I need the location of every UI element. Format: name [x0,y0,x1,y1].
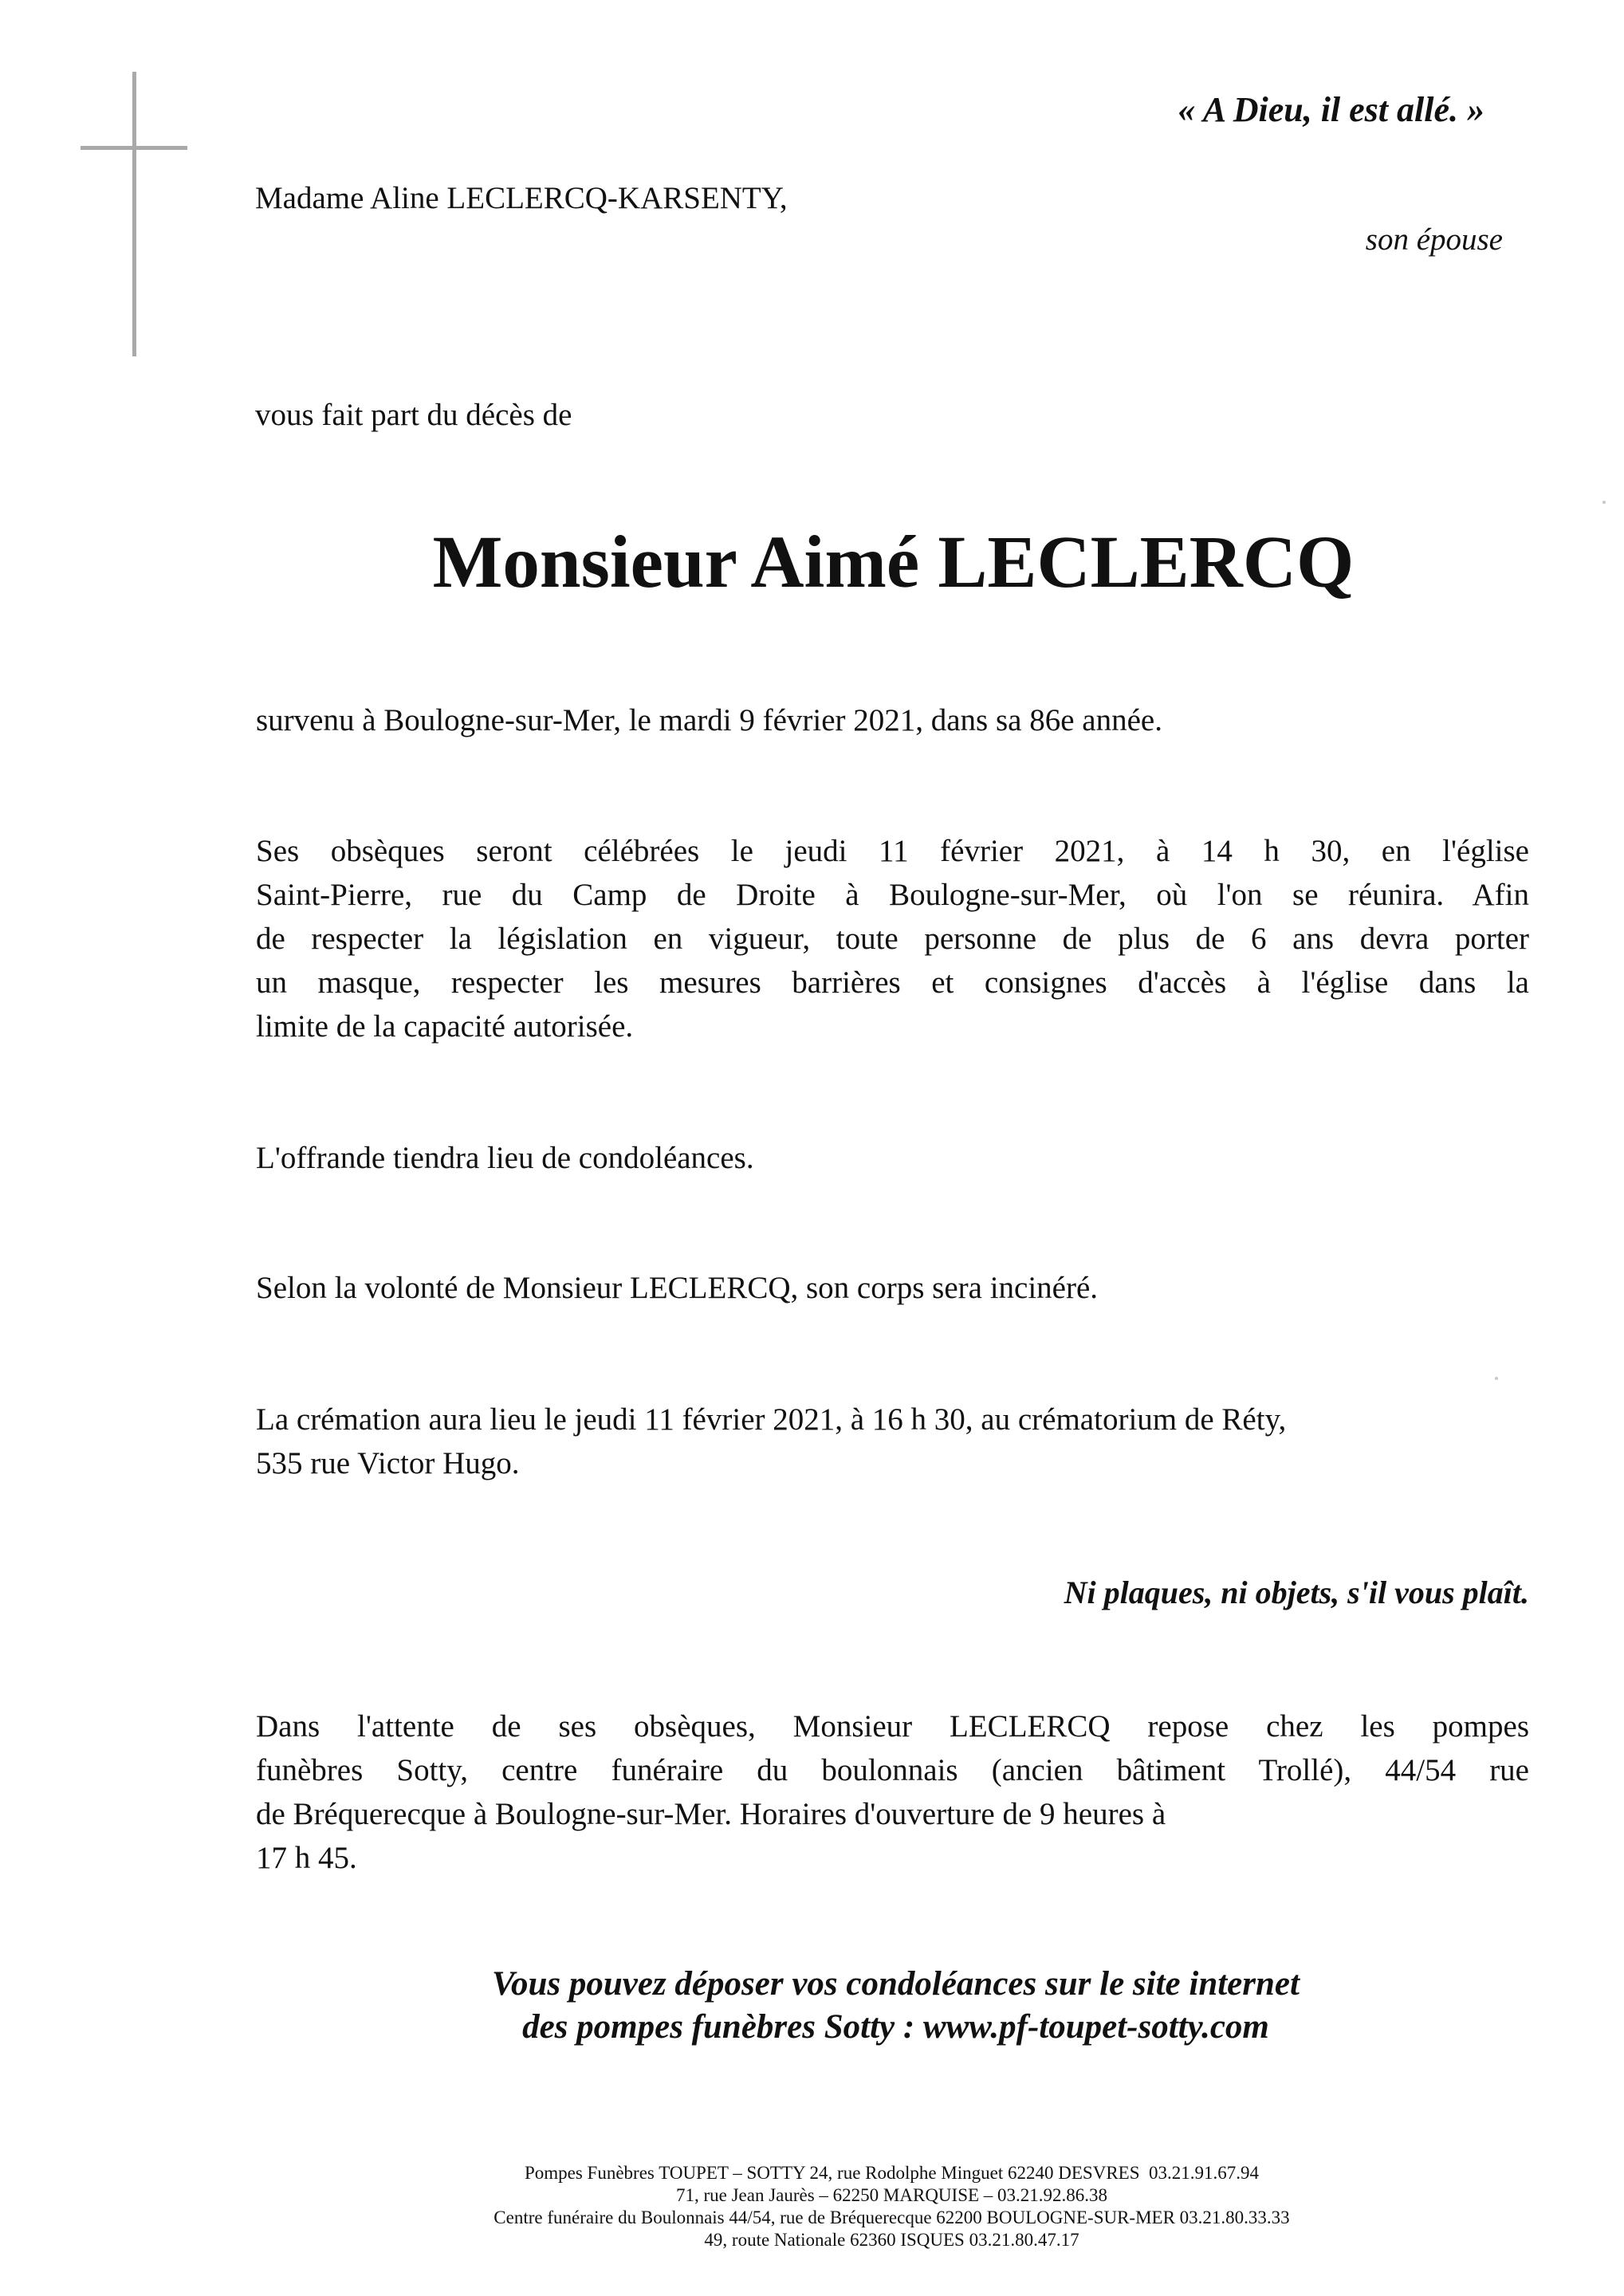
sender-name: Madame Aline LECLERCQ-KARSENTY, [255,181,788,215]
paragraph-line: Saint-Pierre, rue du Camp de Droite à Boulogne-sur-Mer, où l'on se réunira. Afin [256,878,1529,912]
paragraph-resting-place [256,1704,1529,1880]
paragraph-wishes [256,1266,1529,1310]
paragraph-line: funèbres Sotty, centre funéraire du boulonnais (ancien bâtiment Trollé), 44/54 rue [256,1753,1529,1787]
funeral-home-footer [0,2162,1624,2251]
announcement-text: vous fait part du décès de [255,398,572,432]
cross-vertical-bar [132,72,136,356]
sender-relation: son épouse [1365,222,1503,257]
web-line: Vous pouvez déposer vos condoléances sur le site internet [492,1965,1300,2003]
paragraph-cremation [256,1398,1529,1485]
paragraph-line: 17 h 45. [256,1841,357,1875]
no-flowers-notice: Ni plaques, ni objets, s'il vous plaît. [1064,1575,1529,1610]
footer-line: 49, route Nationale 62360 ISQUES 03.21.80.47.17 [704,2230,1079,2250]
footer-line: 71, rue Jean Jaurès – 62250 MARQUISE – 03.21.92.86.38 [675,2185,1108,2205]
scan-speck [1602,501,1606,504]
paragraph-line: de Bréquerecque à Boulogne-sur-Mer. Horaires d'ouverture de 9 heures à [256,1797,1166,1831]
web-line-link: des pompes funèbres Sotty : www.pf-toupet-sotty.com [522,2008,1269,2046]
paragraph-line: La crémation aura lieu le jeudi 11 février 2021, à 16 h 30, au crématorium de Réty, [256,1402,1287,1437]
paragraph-line: Dans l'attente de ses obsèques, Monsieur LECLERCQ repose chez les pompes [256,1709,1529,1744]
paragraph-death [256,698,1529,742]
paragraph-line: de respecter la législation en vigueur, toute personne de plus de 6 ans devra porter [256,922,1529,956]
condolences-website-notice [0,1963,1624,2049]
paragraph-line: limite de la capacité autorisée. [256,1009,634,1044]
cross-horizontal-bar [81,146,187,150]
paragraph-line: Selon la volonté de Monsieur LECLERCQ, son corps sera incinéré. [256,1271,1099,1305]
paragraph-line: un masque, respecter les mesures barrières et consignes d'accès à l'église dans la [256,965,1529,1000]
paragraph-line: Ses obsèques seront célébrées le jeudi 11 février 2021, à 14 h 30, en l'église [256,834,1529,868]
footer-line: Centre funéraire du Boulonnais 44/54, rue de Bréquerecque 62200 BOULOGNE-SUR-MER 03.21.80.33.33 [493,2208,1290,2227]
footer-line: Pompes Funèbres TOUPET – SOTTY 24, rue Rodolphe Minguet 62240 DESVRES 03.21.91.67.94 [524,2163,1260,2183]
paragraph-funeral [256,829,1529,1048]
epigraph-quote: « A Dieu, il est allé. » [1178,90,1484,129]
paragraph-line: L'offrande tiendra lieu de condoléances. [256,1141,754,1175]
scan-speck [1495,1377,1498,1380]
paragraph-offering [256,1136,1529,1180]
paragraph-line: 535 rue Victor Hugo. [256,1446,520,1480]
deceased-name: Monsieur Aimé LECLERCQ [432,521,1355,603]
paragraph-line: survenu à Boulogne-sur-Mer, le mardi 9 février 2021, dans sa 86e année. [256,703,1162,737]
